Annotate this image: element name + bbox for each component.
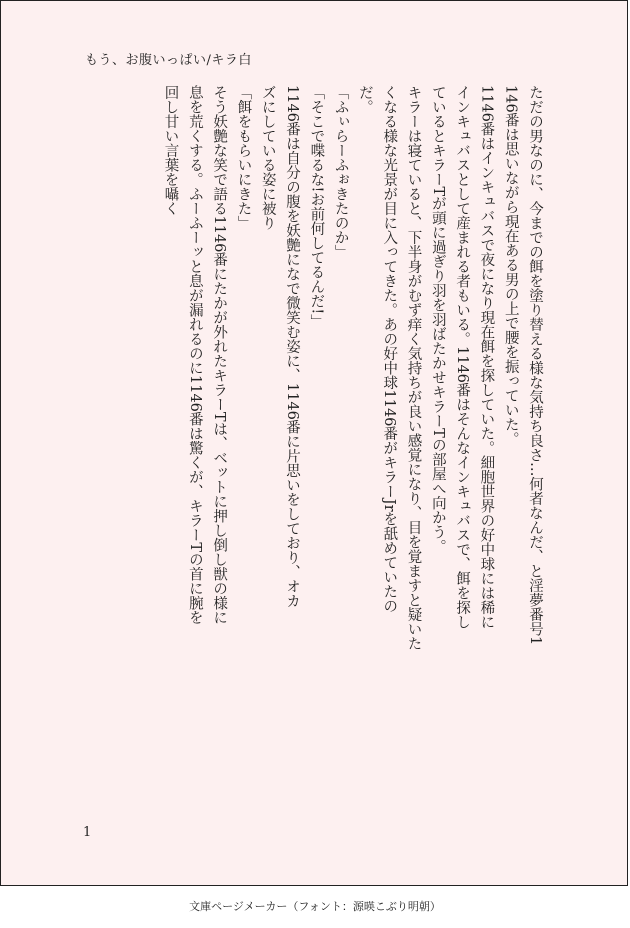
text-line: 回し甘い言葉を囁く bbox=[162, 85, 179, 216]
text-line: 「餌をもらいにきた」 bbox=[235, 85, 252, 230]
text-line: 146番は思いながら現在ある男の上で腰を振っていた。 bbox=[502, 85, 519, 447]
text-line: ズにしている姿に被り bbox=[259, 85, 276, 230]
text-line: 「ふぃらーふぉきたのか」 bbox=[332, 85, 349, 259]
text-line: くなる様な光景が目に入ってきた。あの好中球1146番がキラーJrを舐めていたの bbox=[381, 85, 398, 614]
text-line: そう妖艶な笑で語る1146番にたかが外れたキラーTは、ベットに押し倒し獣の様に bbox=[211, 85, 228, 625]
vertical-body-text bbox=[158, 85, 547, 809]
text-line: インキュバスとして産まれる者もいる。1146番はそんなインキュバスで、餌を探し bbox=[454, 85, 471, 630]
text-line: 「そこで喋るな!お前何してるんだ!」 bbox=[308, 85, 325, 329]
text-line: だ。 bbox=[356, 85, 373, 114]
footer-credit: 文庫ページメーカー（フォント：源暎こぶり明朝） bbox=[189, 900, 441, 913]
text-line: 息を荒くする。ふーふーッと息が漏れるのに1146番は驚くが、キラーTの首に腕を bbox=[186, 85, 203, 625]
page-number: 1 bbox=[83, 825, 92, 840]
text-line: 1146番は自分の腹を妖艶になで微笑む姿に、1146番に片思いをしており、オカ bbox=[284, 85, 301, 609]
text-line: キラーは寝ていると、下半身がむず痒く気持ちが良い感覚になり、目を覚ますと疑いた bbox=[405, 85, 422, 651]
text-line: ているとキラーTが頭に過ぎり羽を羽ばたかせキラーTの部屋へ向かう。 bbox=[429, 85, 446, 554]
text-line: ただの男なのに、今までの餌を塗り替える様な気持ち良さ…何者なんだ、と淫夢番号1 bbox=[527, 85, 543, 646]
page-header-title: もう、お腹いっぱい/キラ白 bbox=[85, 53, 252, 68]
text-line: 1146番はインキュバスで夜になり現在餌を探していた。細胞世界の好中球には稀に bbox=[478, 85, 495, 630]
